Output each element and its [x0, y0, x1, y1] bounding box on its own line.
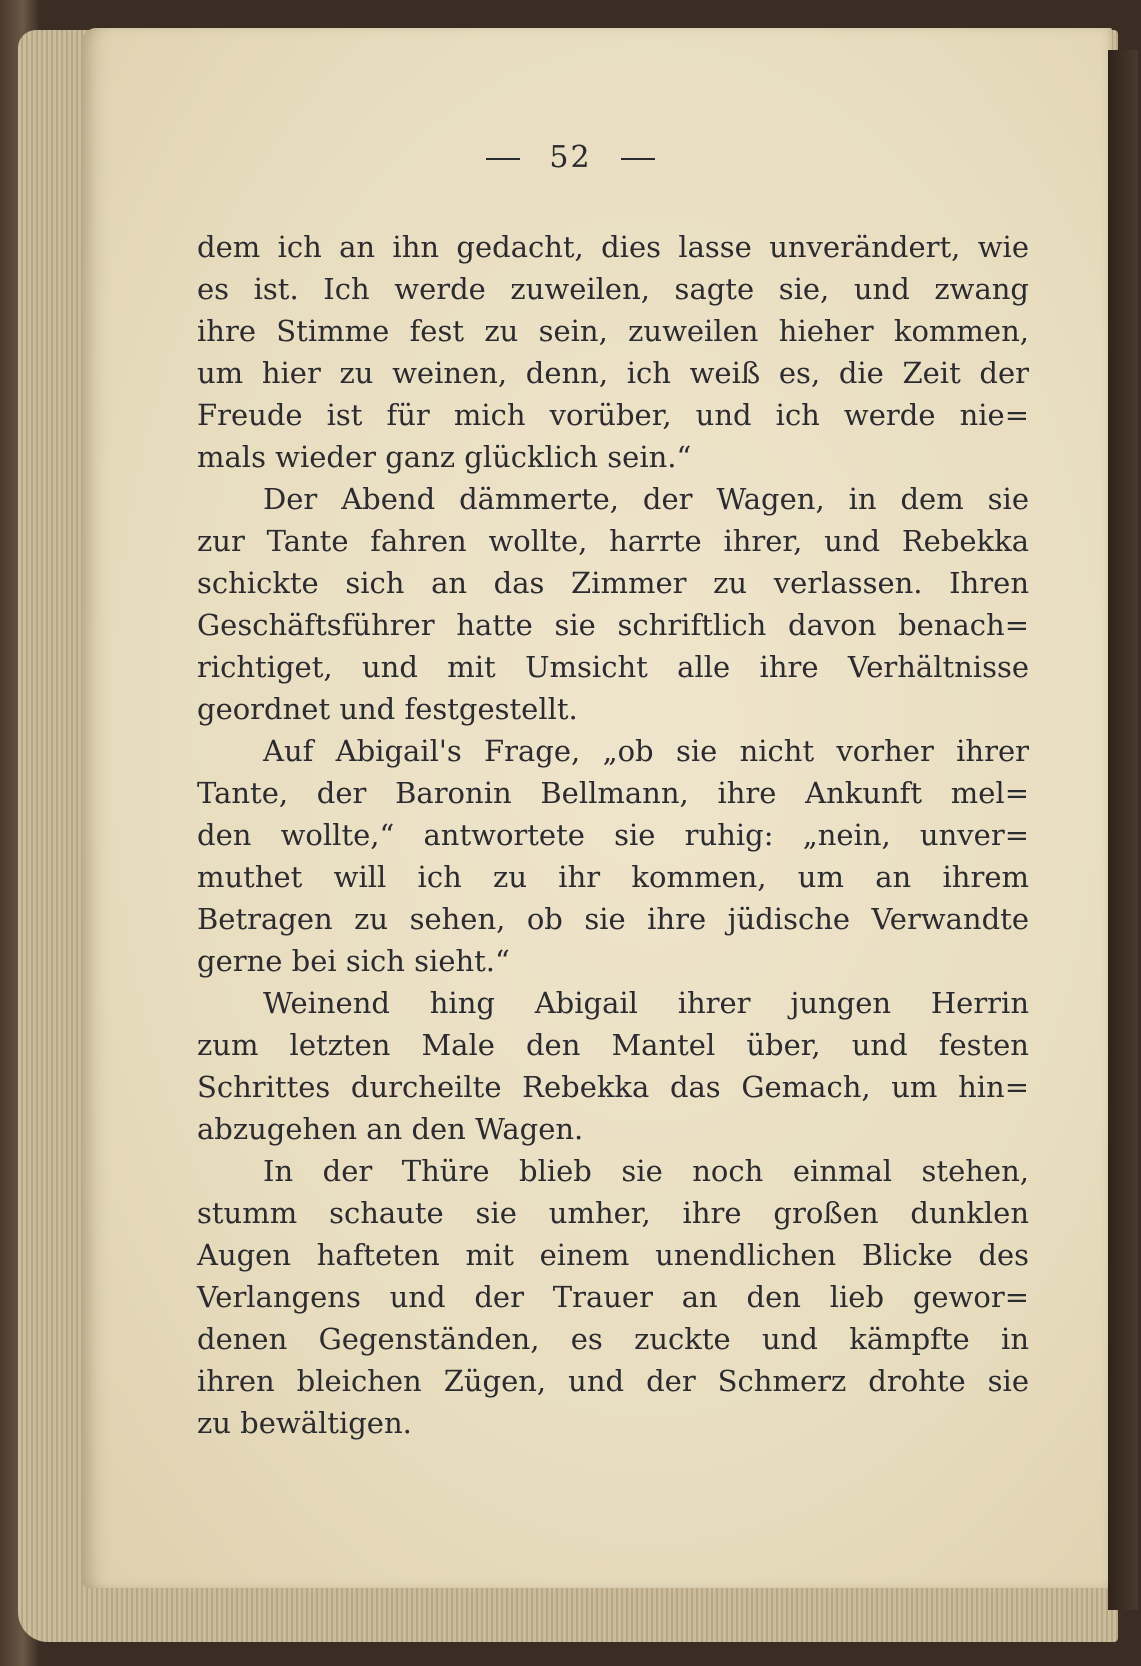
text-line: Auf Abigail's Frage, „ob sie nicht vorher ihrer — [263, 734, 1029, 768]
text-line: Verlangens und der Trauer an den lieb gewor= — [197, 1280, 1029, 1314]
text-line: richtiget, und mit Umsicht alle ihre Verhältnisse — [197, 650, 1029, 684]
text-line: ihre Stimme fest zu sein, zuweilen hieher kommen, — [197, 314, 1029, 348]
body-text — [197, 226, 1029, 1444]
text-line: den wollte,“ antwortete sie ruhig: „nein, unver= — [197, 818, 1029, 852]
text-line: In der Thüre blieb sie noch einmal stehen, — [263, 1154, 1029, 1188]
text-line: Der Abend dämmerte, der Wagen, in dem sie — [263, 482, 1029, 516]
text-line: Freude ist für mich vorüber, und ich werde nie= — [197, 398, 1029, 432]
text-line: geordnet und festgestellt. — [197, 692, 578, 726]
text-line: zu bewältigen. — [197, 1406, 412, 1440]
text-line: gerne bei sich sieht.“ — [197, 944, 510, 978]
text-line: muthet will ich zu ihr kommen, um an ihrem — [197, 860, 1029, 894]
text-line: Weinend hing Abigail ihrer jungen Herrin — [263, 986, 1029, 1020]
text-line: Augen hafteten mit einem unendlichen Blicke des — [197, 1238, 1029, 1272]
text-line: Betragen zu sehen, ob sie ihre jüdische Verwandte — [197, 902, 1029, 936]
text-line: um hier zu weinen, denn, ich weiß es, die Zeit der — [197, 356, 1029, 390]
text-line: es ist. Ich werde zuweilen, sagte sie, und zwang — [197, 272, 1029, 306]
text-line: schickte sich an das Zimmer zu verlassen. Ihren — [197, 566, 1029, 600]
text-line: mals wieder ganz glücklich sein.“ — [197, 440, 692, 474]
text-line: zur Tante fahren wollte, harrte ihrer, und Rebekka — [197, 524, 1029, 558]
text-line: abzugehen an den Wagen. — [197, 1112, 584, 1146]
text-line: dem ich an ihn gedacht, dies lasse unverändert, wie — [197, 230, 1029, 264]
text-line: stumm schaute sie umher, ihre großen dunklen — [197, 1196, 1029, 1230]
book-cover-edge — [1108, 50, 1138, 1610]
text-line: Geschäftsführer hatte sie schriftlich davon benach= — [197, 608, 1029, 642]
text-line: Schrittes durcheilte Rebekka das Gemach, um hin= — [197, 1070, 1029, 1104]
text-line: denen Gegenständen, es zuckte und kämpfte in — [197, 1322, 1029, 1356]
page-header — [0, 140, 1141, 175]
text-line: zum letzten Male den Mantel über, und festen — [197, 1028, 1029, 1062]
header-dash-right — [621, 158, 655, 160]
page-number: 52 — [549, 140, 592, 175]
text-line: Tante, der Baronin Bellmann, ihre Ankunft mel= — [197, 776, 1029, 810]
header-dash-left — [486, 158, 520, 160]
text-line: ihren bleichen Zügen, und der Schmerz drohte sie — [197, 1364, 1029, 1398]
